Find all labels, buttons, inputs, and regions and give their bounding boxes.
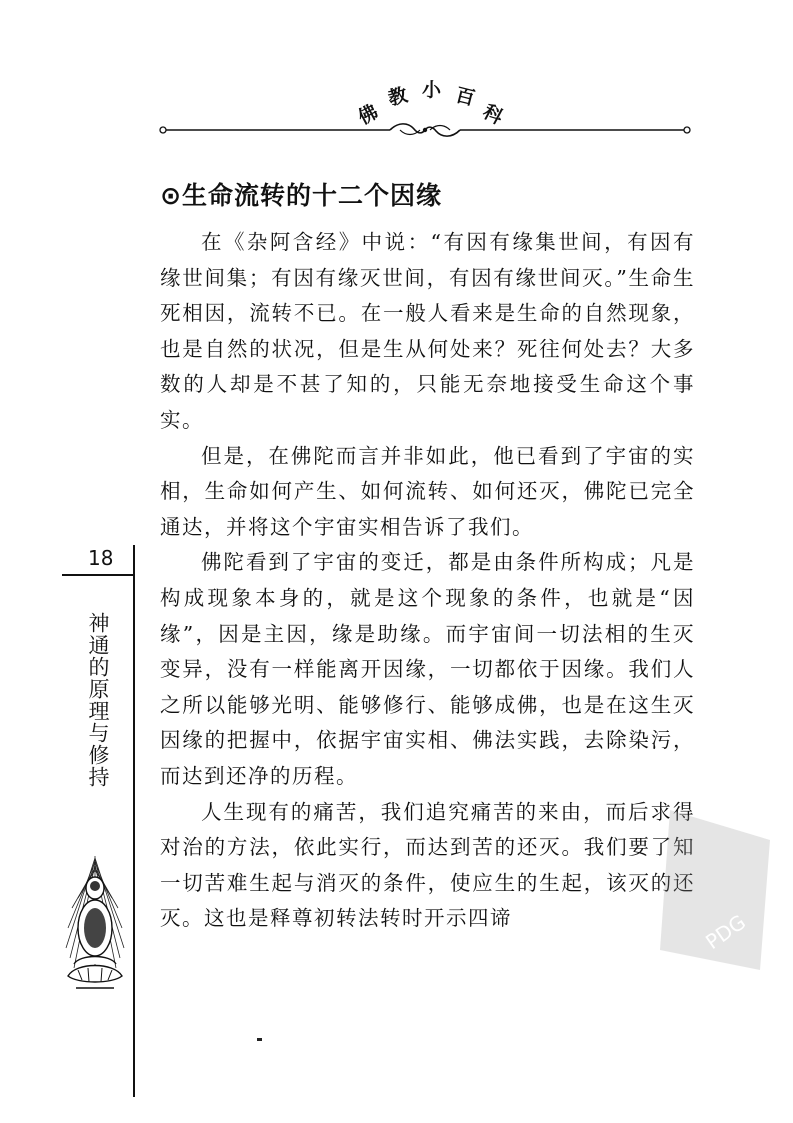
series-char-2: 教 <box>385 83 410 110</box>
series-char-1: 佛 <box>354 100 382 130</box>
section-title: ⊙生命流转的十二个因缘 <box>160 181 442 210</box>
header-ornament-rule <box>158 120 692 140</box>
paragraph-4: 人生现有的痛苦，我们追究痛苦的来由，而后求得对治的方法，依此实行，而达到苦的还灭。我们要了知一切苦难生起与消灭的条件，使应生的生起，该灭的还灭。这也是释尊初转法转时开示四谛 <box>160 799 695 931</box>
book-title: 神通的原理与修持 <box>86 612 110 788</box>
watermark-stamp <box>650 800 790 980</box>
sidebar-horizontal-rule <box>62 574 135 576</box>
page-number: 18 <box>88 546 114 570</box>
series-char-3: 小 <box>422 79 442 101</box>
paragraph-2: 但是，在佛陀而言并非如此，他已看到了宇宙的实相，生命如何产生、如何流转、如何还灭，佛陀已完全通达，并将这个宇宙实相告诉了我们。 <box>160 443 695 539</box>
body-text <box>160 225 695 937</box>
paragraph-1: 在《杂阿含经》中说：“有因有缘集世间，有因有缘世间集；有因有缘灭世间，有因有缘世间灭。”生命生死相因，流转不已。在一般人看来是生命的自然现象，也是自然的状况，但是生从何处来？死往何处去？大多数的人却是不甚了知的，只能无奈地接受生命这个事实。 <box>160 230 695 432</box>
series-char-4: 百 <box>453 83 478 110</box>
print-mark <box>257 1038 262 1041</box>
series-char-5: 科 <box>479 100 507 130</box>
paragraph-3: 佛陀看到了宇宙的变迁，都是由条件所构成；凡是构成现象本身的，就是这个现象的条件，也就是“因缘”，因是主因，缘是助缘。而宇宙间一切法相的生灭变异，没有一样能离开因缘，一切都依于因缘。我们人之所以能够光明、能够修行、能够成佛，也是在这生灭因缘的把握中，依据宇宙实相、佛法实践，去除染污，而达到还净的历程。 <box>160 550 695 788</box>
watermark-text: PDG <box>701 909 751 955</box>
buddha-illustration <box>64 848 126 998</box>
sidebar-vertical-rule <box>133 545 135 1097</box>
